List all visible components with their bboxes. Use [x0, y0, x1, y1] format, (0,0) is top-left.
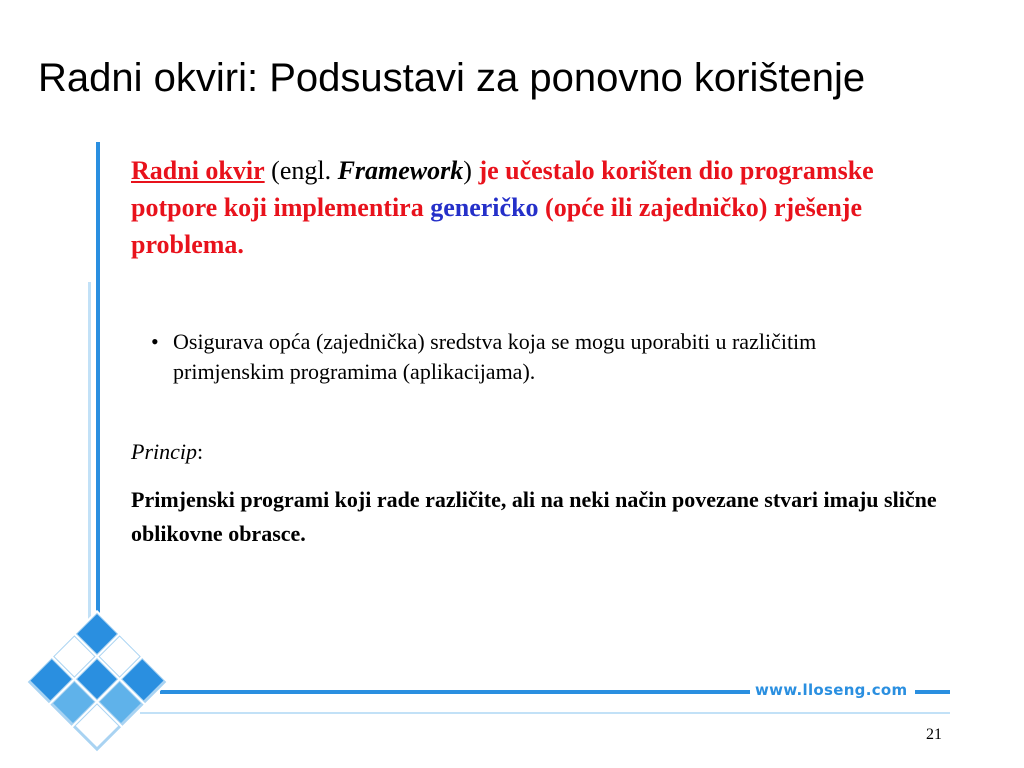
horizontal-line-top [160, 690, 750, 694]
diamond-logo-icon [26, 611, 167, 752]
definition-highlight: generičko [430, 193, 539, 222]
principle-text: Primjenski programi koji rade različite, ali na neki način povezane stvari imaju slične oblikovne obrasce. [131, 487, 937, 546]
bullet-item [151, 327, 913, 387]
bullet-icon: • [151, 329, 159, 354]
definition-paren-close: ) [463, 156, 472, 185]
definition-text-part1: je učestalo korišten dio programske potpore koji implementira [131, 156, 874, 222]
principle-colon: : [197, 439, 204, 464]
definition-text-part2: (opće ili zajedničko) rješenje problema. [131, 193, 862, 259]
page-number: 21 [926, 726, 942, 743]
definition-paren-open: (engl. [264, 156, 338, 185]
vertical-line-outer [88, 282, 91, 642]
definition-english-term: Framework [337, 156, 464, 185]
slide-title: Radni okviri: Podsustavi za ponovno korištenje [38, 56, 866, 100]
horizontal-line-right [915, 690, 950, 694]
slide-body [131, 152, 961, 551]
vertical-line-inner [96, 142, 100, 642]
principle-heading [131, 437, 961, 467]
principle-label: Princip [131, 439, 197, 464]
horizontal-line-bottom [140, 712, 950, 714]
framework-definition [131, 152, 961, 263]
footer-url: www.lloseng.com [755, 681, 908, 699]
definition-term: Radni okvir [131, 156, 265, 185]
bullet-text: Osigurava opća (zajednička) sredstva koja se mogu uporabiti u različitim primjenskim programima (aplikacijama). [173, 329, 817, 384]
